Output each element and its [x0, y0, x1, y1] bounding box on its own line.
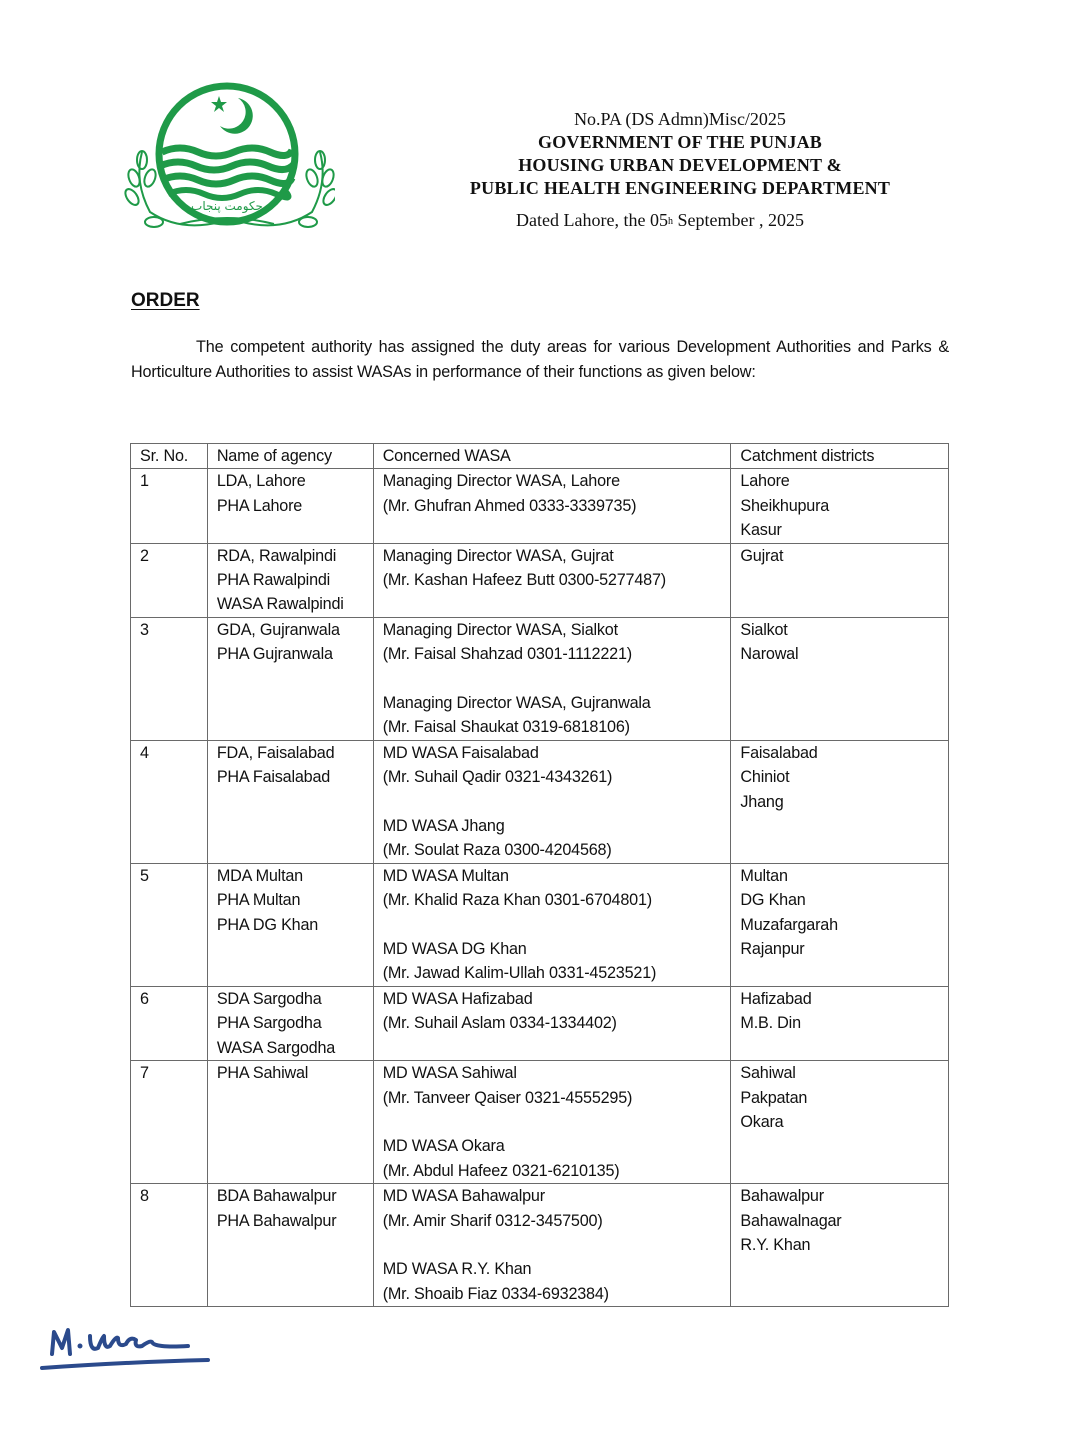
wasa-contact: (Mr. Soulat Raza 0300-4204568) [382, 841, 612, 860]
agency-name: PHA Bahawalpur [216, 1211, 337, 1230]
wasa-contact: (Mr. Abdul Hafeez 0321-6210135) [382, 1161, 620, 1180]
table-row [131, 617, 949, 740]
header-wasa: Concerned WASA [373, 444, 731, 469]
cell-agencies [207, 543, 373, 617]
spacer [383, 913, 731, 937]
table-header-row [131, 444, 949, 469]
agency-name: LDA, Lahore [216, 472, 306, 491]
wasa-title: MD WASA Sahiwal [382, 1064, 517, 1083]
cell-sr-no: 8 [131, 1184, 208, 1307]
district-name: Gujrat [740, 546, 784, 565]
district-name: Okara [740, 1112, 784, 1131]
wasa-contact: (Mr. Shoaib Fiaz 0334-6932384) [382, 1284, 609, 1303]
wasa-contact: (Mr. Faisal Shahzad 0301-1112221) [382, 645, 632, 664]
cell-sr-no: 7 [131, 1061, 208, 1184]
cell-catchment-districts [731, 986, 949, 1060]
agency-name: PHA Sargodha [216, 1014, 322, 1033]
header-districts: Catchment districts [731, 444, 949, 469]
wasa-contact: (Mr. Kashan Hafeez Butt 0300-5277487) [382, 571, 666, 590]
district-name: Hafizabad [740, 989, 812, 1008]
spacer [383, 667, 731, 691]
wasa-title: Managing Director WASA, Lahore [382, 472, 620, 491]
district-name: Bahawalnagar [740, 1211, 842, 1230]
wasa-title: Managing Director WASA, Sialkot [382, 620, 618, 639]
government-name: GOVERNMENT OF THE PUNJAB [538, 132, 822, 152]
cell-concerned-wasa [373, 617, 731, 740]
cell-catchment-districts [731, 740, 949, 863]
agency-name: WASA Rawalpindi [216, 595, 344, 614]
agency-name: PHA DG Khan [216, 915, 319, 934]
cell-agencies [207, 469, 373, 543]
cell-agencies [207, 1184, 373, 1307]
document-date [400, 209, 920, 232]
wasa-title: MD WASA Okara [382, 1137, 505, 1156]
cell-catchment-districts [731, 863, 949, 986]
cell-catchment-districts [731, 543, 949, 617]
wasa-contact: (Mr. Faisal Shaukat 0319-6818106) [382, 718, 630, 737]
wasa-title: Managing Director WASA, Gujrat [382, 546, 614, 565]
cell-sr-no: 3 [131, 617, 208, 740]
district-name: Lahore [740, 472, 790, 491]
department-line-2: PUBLIC HEALTH ENGINEERING DEPARTMENT [469, 178, 891, 198]
spacer [383, 1233, 731, 1257]
date-suffix: h [667, 216, 673, 227]
district-name: Pakpatan [740, 1088, 808, 1107]
district-name: Sheikhupura [740, 496, 830, 515]
district-name: Rajanpur [740, 940, 805, 959]
district-name: Muzafargarah [740, 915, 838, 934]
cell-concerned-wasa [373, 469, 731, 543]
order-title: ORDER [131, 290, 200, 311]
date-prefix: Dated Lahore, the 05 [516, 210, 668, 230]
table-row [131, 986, 949, 1060]
punjab-government-logo [120, 82, 335, 242]
agency-name: BDA Bahawalpur [216, 1187, 337, 1206]
table-row [131, 543, 949, 617]
spacer [383, 790, 731, 814]
cell-concerned-wasa [373, 986, 731, 1060]
wasa-title: MD WASA Multan [382, 866, 509, 885]
wasa-title: Managing Director WASA, Gujranwala [382, 694, 651, 713]
wasa-contact: (Mr. Suhail Qadir 0321-4343261) [382, 768, 613, 787]
spacer [383, 1110, 731, 1134]
wasa-contact: (Mr. Jawad Kalim-Ullah 0331-4523521) [382, 964, 657, 983]
cell-concerned-wasa [373, 1061, 731, 1184]
wasa-title: MD WASA R.Y. Khan [382, 1260, 532, 1279]
department-line-1: HOUSING URBAN DEVELOPMENT & [518, 155, 842, 175]
order-paragraph: The competent authority has assigned the duty areas for various Development Authorities and Parks & Horticulture Authorities to assist WASAs in performance of their functions as given below: [131, 338, 949, 381]
cell-concerned-wasa [373, 1184, 731, 1307]
district-name: Sialkot [740, 620, 788, 639]
district-name: Narowal [740, 645, 799, 664]
date-rest: September , 2025 [672, 210, 804, 230]
agency-name: RDA, Rawalpindi [216, 546, 337, 565]
cell-catchment-districts [731, 469, 949, 543]
header-agency: Name of agency [207, 444, 373, 469]
agency-name: MDA Multan [216, 866, 303, 885]
district-name: Bahawalpur [740, 1187, 824, 1206]
wasa-contact: (Mr. Suhail Aslam 0334-1334402) [382, 1014, 617, 1033]
signature [38, 1318, 218, 1374]
district-name: Kasur [740, 521, 782, 540]
table-row [131, 1061, 949, 1184]
wasa-title: MD WASA Bahawalpur [382, 1187, 545, 1206]
cell-catchment-districts [731, 617, 949, 740]
district-name: M.B. Din [740, 1014, 801, 1033]
agency-name: PHA Sahiwal [216, 1064, 309, 1083]
table-row [131, 1184, 949, 1307]
table-row [131, 863, 949, 986]
agency-name: SDA Sargodha [216, 989, 322, 1008]
district-name: Jhang [740, 792, 784, 811]
wasa-title: MD WASA Faisalabad [382, 743, 539, 762]
wasa-title: MD WASA Hafizabad [382, 989, 533, 1008]
cell-agencies [207, 617, 373, 740]
agency-name: GDA, Gujranwala [216, 620, 340, 639]
cell-sr-no: 4 [131, 740, 208, 863]
cell-agencies [207, 1061, 373, 1184]
agency-name: PHA Rawalpindi [216, 571, 331, 590]
cell-sr-no: 1 [131, 469, 208, 543]
cell-agencies [207, 863, 373, 986]
agency-name: PHA Faisalabad [216, 768, 331, 787]
wasa-contact: (Mr. Amir Sharif 0312-3457500) [382, 1211, 603, 1230]
header-sr-no: Sr. No. [131, 444, 208, 469]
district-name: DG Khan [740, 891, 806, 910]
reference-number: No.PA (DS Admn)Misc/2025 [574, 109, 786, 129]
agency-name: WASA Sargodha [216, 1038, 336, 1057]
letterhead [440, 108, 920, 232]
district-name: R.Y. Khan [740, 1235, 811, 1254]
agency-name: PHA Multan [216, 891, 301, 910]
cell-catchment-districts [731, 1061, 949, 1184]
cell-agencies [207, 986, 373, 1060]
table-row [131, 740, 949, 863]
cell-concerned-wasa [373, 863, 731, 986]
cell-concerned-wasa [373, 740, 731, 863]
district-name: Multan [740, 866, 788, 885]
table-body [131, 469, 949, 1307]
wasa-contact: (Mr. Tanveer Qaiser 0321-4555295) [382, 1088, 633, 1107]
table-row [131, 469, 949, 543]
agency-name: PHA Gujranwala [216, 645, 333, 664]
cell-sr-no: 5 [131, 863, 208, 986]
cell-agencies [207, 740, 373, 863]
cell-catchment-districts [731, 1184, 949, 1307]
duty-areas-table [130, 443, 949, 1307]
agency-name: FDA, Faisalabad [216, 743, 335, 762]
district-name: Faisalabad [740, 743, 818, 762]
logo-caption: حکومت پنجاب [191, 199, 263, 213]
wasa-title: MD WASA Jhang [382, 817, 505, 836]
agency-name: PHA Lahore [216, 496, 303, 515]
cell-sr-no: 6 [131, 986, 208, 1060]
cell-concerned-wasa [373, 543, 731, 617]
wasa-contact: (Mr. Khalid Raza Khan 0301-6704801) [382, 891, 652, 910]
wasa-contact: (Mr. Ghufran Ahmed 0333-3339735) [382, 496, 637, 515]
wasa-title: MD WASA DG Khan [382, 940, 527, 959]
cell-sr-no: 2 [131, 543, 208, 617]
district-name: Sahiwal [740, 1064, 796, 1083]
district-name: Chiniot [740, 768, 790, 787]
